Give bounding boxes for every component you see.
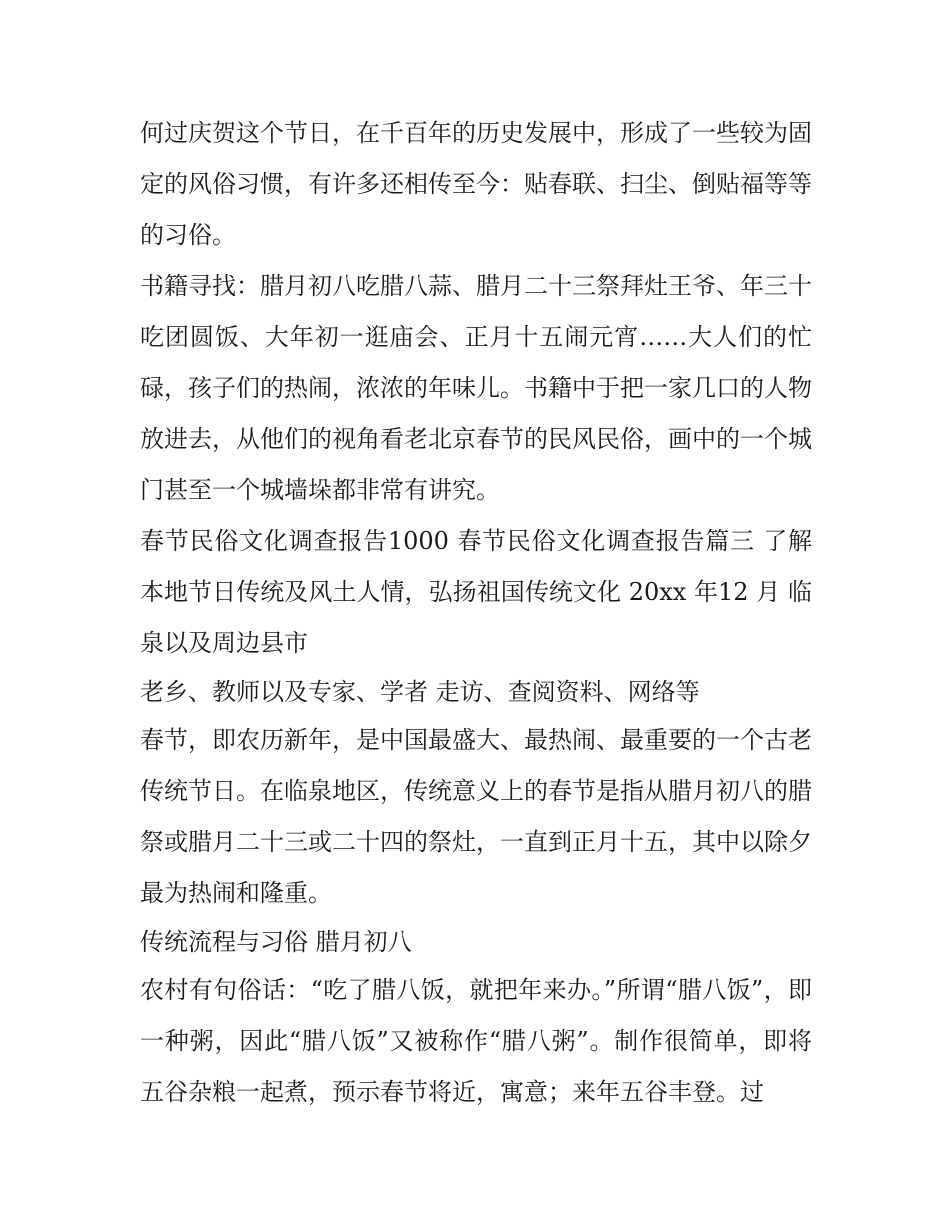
paragraph-festival-customs: 何过庆贺这个节日，在千百年的历史发展中，形成了一些较为固定的风俗习惯，有许多还相传至今：贴春联、扫尘、倒贴福等等的习俗。 [140, 119, 812, 249]
paragraph-book-search: 书籍寻找：腊月初八吃腊八蒜、腊月二十三祭拜灶王爷、年三十吃团圆饭、大年初一逛庙会、正月十五闹元宵……大人们的忙碌，孩子们的热闹，浓浓的年味儿。书籍中于把一家几口的人物放进去，从他们的视角看老北京春节的民风民俗，画中的一个城门甚至一个城墙垛都非常有讲究。 [140, 272, 812, 504]
paragraph-report-title: 春节民俗文化调查报告1000 春节民俗文化调查报告篇三 了解本地节日传统及风土人情，弘扬祖国传统文化 20xx 年12 月 临泉以及周边县市 [140, 527, 812, 657]
paragraph-survey-subjects: 老乡、教师以及专家、学者 走访、查阅资料、网络等 [140, 678, 700, 706]
document-body [140, 108, 812, 1118]
paragraph-laba-porridge: 农村有句俗话：“吃了腊八饭，就把年来办。”所谓“腊八饭”，即一种粥，因此“腊八饭”又被称作“腊八粥”。制作很简单，即将五谷杂粮一起煮，预示春节将近，寓意；来年五谷丰登。过 [140, 976, 812, 1106]
section-heading-traditions: 传统流程与习俗 腊月初八 [140, 928, 412, 956]
paragraph-spring-festival-intro: 春节，即农历新年，是中国最盛大、最热闹、最重要的一个古老传统节日。在临泉地区，传统意义上的春节是指从腊月初八的腊祭或腊月二十三或二十四的祭灶，一直到正月十五，其中以除夕最为热闹和隆重。 [140, 726, 812, 907]
